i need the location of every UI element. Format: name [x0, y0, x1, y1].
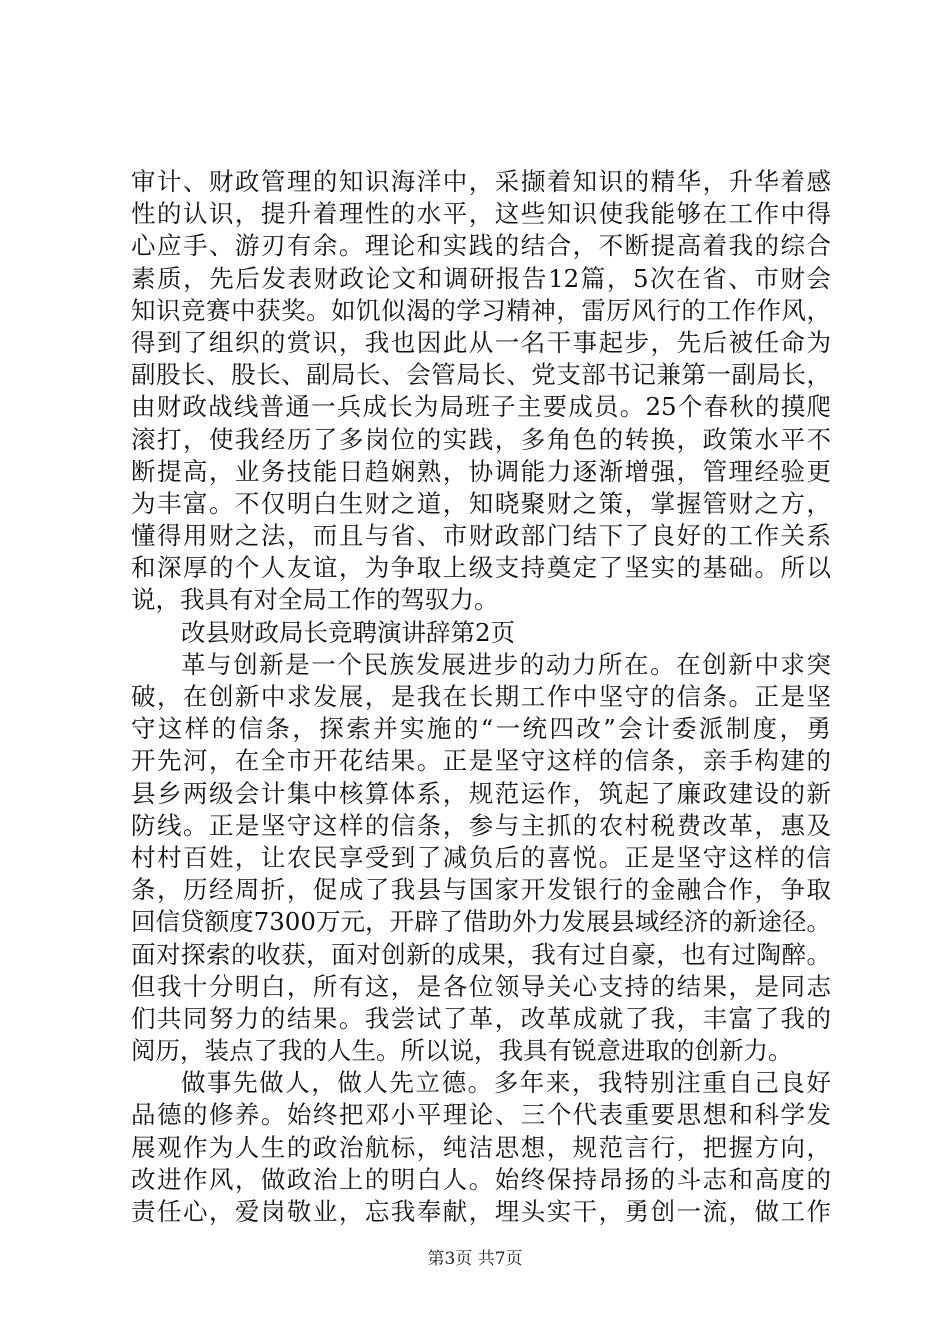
text-line: 回信贷额度7300万元，开辟了借助外力发展县域经济的新途径。 — [131, 907, 831, 937]
text-line: 懂得用财之法，而且与省、市财政部门结下了良好的工作关系 — [131, 521, 831, 551]
document-body — [131, 166, 831, 1228]
text-line: 副股长、股长、副局长、会管局长、党支部书记兼第一副局长， — [131, 360, 831, 390]
text-line: 守这样的信条，探索并实施的“一统四改”会计委派制度，勇 — [131, 714, 831, 744]
text-line: 滚打，使我经历了多岗位的实践，多角色的转换，政策水平不 — [131, 424, 831, 454]
text-line: 展观作为人生的政治航标，纯洁思想，规范言行，把握方向， — [131, 1132, 831, 1162]
text-line: 防线。正是坚守这样的信条，参与主抓的农村税费改革，惠及 — [131, 810, 831, 840]
text-line: 革与创新是一个民族发展进步的动力所在。在创新中求突 — [181, 649, 831, 679]
text-line: 由财政战线普通一兵成长为局班子主要成员。25个春秋的摸爬 — [131, 392, 831, 422]
text-line: 做事先做人，做人先立德。多年来，我特别注重自己良好 — [181, 1068, 831, 1098]
text-line: 为丰富。不仅明白生财之道，知晓聚财之策，掌握管财之方， — [131, 488, 831, 518]
text-line: 改进作风，做政治上的明白人。始终保持昂扬的斗志和高度的 — [131, 1164, 831, 1194]
text-line: 阅历，装点了我的人生。所以说，我具有锐意进取的创新力。 — [131, 1036, 793, 1066]
section-heading: 改县财政局长竞聘演讲辞第2页 — [181, 617, 516, 647]
text-line: 知识竞赛中获奖。如饥似渴的学习精神，雷厉风行的工作作风， — [131, 295, 831, 325]
text-line: 面对探索的收获，面对创新的成果，我有过自豪，也有过陶醉。 — [131, 939, 831, 969]
text-line: 品德的修养。始终把邓小平理论、三个代表重要思想和科学发 — [131, 1100, 831, 1130]
text-line: 开先河，在全市开花结果。正是坚守这样的信条，亲手构建的 — [131, 746, 831, 776]
text-line: 素质，先后发表财政论文和调研报告12篇，5次在省、市财会 — [131, 263, 831, 293]
text-line: 村村百姓，让农民享受到了减负后的喜悦。正是坚守这样的信 — [131, 842, 831, 872]
text-line: 得到了组织的赏识，我也因此从一名干事起步，先后被任命为 — [131, 327, 831, 357]
text-line: 和深厚的个人友谊，为争取上级支持奠定了坚实的基础。所以 — [131, 553, 831, 583]
text-line: 破，在创新中求发展，是我在长期工作中坚守的信条。正是坚 — [131, 682, 831, 711]
page-number: 第3页 共7页 — [427, 1249, 523, 1269]
text-line: 心应手、游刃有余。理论和实践的结合，不断提高着我的综合 — [131, 231, 831, 261]
text-line: 审计、财政管理的知识海洋中，采撷着知识的精华，升华着感 — [131, 167, 831, 196]
text-line: 县乡两级会计集中核算体系，规范运作，筑起了廉政建设的新 — [131, 778, 831, 808]
text-line: 条，历经周折，促成了我县与国家开发银行的金融合作，争取 — [131, 875, 831, 905]
text-line: 说，我具有对全局工作的驾驭力。 — [131, 585, 499, 615]
text-line: 断提高，业务技能日趋娴熟，协调能力逐渐增强，管理经验更 — [131, 456, 831, 486]
text-line: 但我十分明白，所有这，是各位领导关心支持的结果，是同志 — [131, 971, 831, 1001]
text-line: 性的认识，提升着理性的水平，这些知识使我能够在工作中得 — [131, 199, 831, 229]
text-line: 们共同努力的结果。我尝试了革，改革成就了我，丰富了我的 — [131, 1003, 831, 1033]
text-line: 责任心，爱岗敬业，忘我奉献，埋头实干，勇创一流，做工作 — [131, 1197, 831, 1226]
